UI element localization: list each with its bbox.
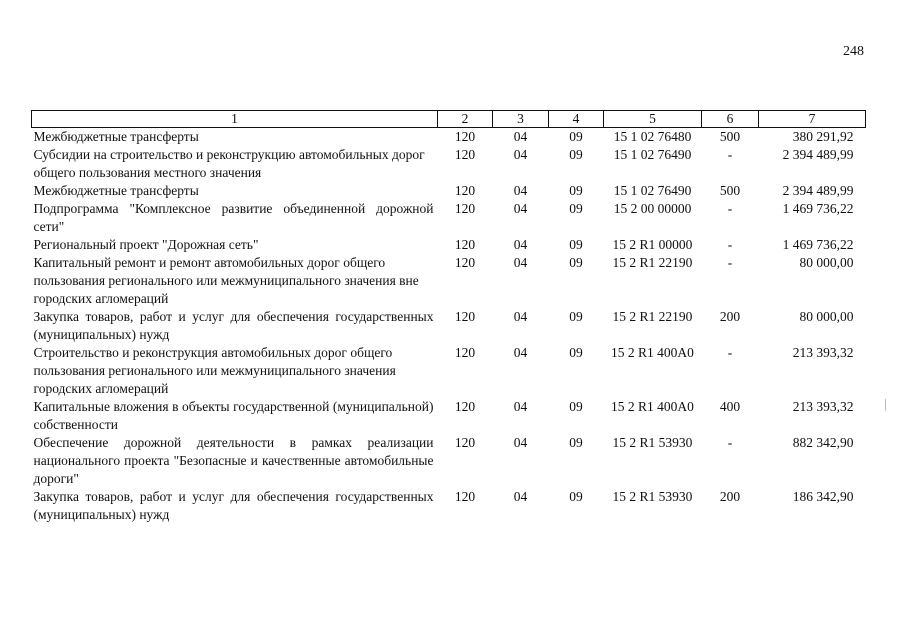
row-name: Межбюджетные трансферты	[33, 129, 199, 144]
row-col-4: 09	[569, 435, 583, 450]
row-col-2: 120	[454, 399, 476, 414]
table-row	[32, 200, 866, 236]
row-col-5: 15 2 R1 400A0	[611, 399, 694, 414]
row-col-7: 80 000,00	[799, 255, 854, 270]
row-col-4: 09	[569, 309, 583, 324]
row-col-6: -	[727, 345, 733, 360]
table-row	[32, 236, 866, 254]
row-col-4: 09	[569, 489, 583, 504]
row-col-2: 120	[454, 345, 476, 360]
row-col-3: 04	[513, 255, 528, 270]
row-col-5: 15 1 02 76490	[613, 183, 692, 198]
row-col-2: 120	[454, 147, 476, 162]
row-col-7: 2 394 489,99	[782, 183, 854, 198]
row-col-4: 09	[569, 345, 583, 360]
row-col-4: 09	[569, 237, 583, 252]
row-col-7: 80 000,00	[799, 309, 854, 324]
row-col-4: 09	[569, 183, 583, 198]
table-row	[32, 488, 866, 524]
table-row	[32, 398, 866, 434]
row-name: Закупка товаров, работ и услуг для обеспечения государственных (муниципальных) нужд	[33, 309, 434, 342]
row-name: Региональный проект "Дорожная сеть"	[33, 237, 259, 252]
row-col-7: 1 469 736,22	[782, 237, 854, 252]
row-name: Подпрограмма "Комплексное развитие объединенной дорожной сети"	[33, 201, 434, 234]
row-col-7: 186 342,90	[792, 489, 854, 504]
row-col-2: 120	[454, 183, 476, 198]
row-col-3: 04	[513, 309, 528, 324]
row-col-7: 380 291,92	[792, 129, 854, 144]
row-col-2: 120	[454, 201, 476, 216]
row-col-3: 04	[513, 147, 528, 162]
row-name: Капитальный ремонт и ремонт автомобильных дорог общего пользования регионального или межмуниципального значения вне городских агломераций	[33, 255, 419, 306]
row-name: Капитальные вложения в объекты государственной (муниципальной) собственности	[33, 399, 434, 432]
row-col-5: 15 2 R1 400A0	[611, 345, 694, 360]
row-col-5: 15 2 R1 53930	[612, 489, 693, 504]
header-col-3: 3	[493, 111, 549, 128]
header-col-7: 7	[759, 111, 866, 128]
row-col-7: 213 393,32	[792, 399, 854, 414]
row-col-5: 15 1 02 76490	[613, 147, 692, 162]
row-col-7: 1 469 736,22	[782, 201, 854, 216]
row-col-3: 04	[513, 129, 528, 144]
row-col-3: 04	[513, 435, 528, 450]
row-col-3: 04	[513, 345, 528, 360]
row-col-4: 09	[569, 399, 583, 414]
header-col-6: 6	[702, 111, 759, 128]
row-col-6: 200	[719, 489, 741, 504]
table-row	[32, 434, 866, 488]
table-row	[32, 308, 866, 344]
header-col-5: 5	[604, 111, 702, 128]
row-col-6: -	[727, 201, 733, 216]
row-col-4: 09	[569, 255, 583, 270]
budget-table	[31, 110, 866, 524]
row-name: Субсидии на строительство и реконструкцию автомобильных дорог общего пользования местного значения	[33, 147, 425, 180]
row-name: Обеспечение дорожной деятельности в рамках реализации национального проекта "Безопасные и качественные автомобильные дороги"	[33, 435, 434, 486]
row-col-7: 882 342,90	[792, 435, 854, 450]
row-col-4: 09	[569, 129, 583, 144]
row-col-5: 15 2 00 00000	[613, 201, 692, 216]
table-row	[32, 128, 866, 147]
row-col-2: 120	[454, 237, 476, 252]
row-col-5: 15 2 R1 53930	[612, 435, 693, 450]
row-col-2: 120	[454, 489, 476, 504]
row-col-2: 120	[454, 309, 476, 324]
row-col-5: 15 2 R1 22190	[612, 255, 693, 270]
table-row	[32, 146, 866, 182]
row-col-7: 2 394 489,99	[782, 147, 854, 162]
row-col-4: 09	[569, 201, 583, 216]
row-col-7: 213 393,32	[792, 345, 854, 360]
row-col-3: 04	[513, 183, 528, 198]
header-col-1: 1	[32, 111, 438, 128]
table-header-row	[32, 111, 866, 128]
row-col-6: -	[727, 237, 733, 252]
row-col-3: 04	[513, 399, 528, 414]
row-name: Межбюджетные трансферты	[33, 183, 199, 198]
table-row	[32, 254, 866, 308]
row-col-3: 04	[513, 489, 528, 504]
row-col-5: 15 2 R1 22190	[612, 309, 693, 324]
row-col-6: 500	[719, 183, 741, 198]
row-col-6: -	[727, 255, 733, 270]
table-row	[32, 182, 866, 200]
row-col-6: -	[727, 147, 733, 162]
scan-artifact-mark	[885, 399, 886, 411]
row-col-3: 04	[513, 237, 528, 252]
row-col-2: 120	[454, 435, 476, 450]
row-col-2: 120	[454, 255, 476, 270]
page-number: 248	[843, 44, 864, 59]
row-name: Закупка товаров, работ и услуг для обеспечения государственных (муниципальных) нужд	[33, 489, 434, 522]
row-name: Строительство и реконструкция автомобильных дорог общего пользования регионального или межмуниципального значения городских агломераций	[33, 345, 396, 396]
header-col-2: 2	[438, 111, 493, 128]
header-col-4: 4	[549, 111, 604, 128]
row-col-2: 120	[454, 129, 476, 144]
row-col-6: 400	[719, 399, 741, 414]
row-col-4: 09	[569, 147, 583, 162]
row-col-6: -	[727, 435, 733, 450]
row-col-3: 04	[513, 201, 528, 216]
row-col-6: 200	[719, 309, 741, 324]
table-row	[32, 344, 866, 398]
row-col-6: 500	[719, 129, 741, 144]
row-col-5: 15 1 02 76480	[613, 129, 692, 144]
row-col-5: 15 2 R1 00000	[612, 237, 693, 252]
